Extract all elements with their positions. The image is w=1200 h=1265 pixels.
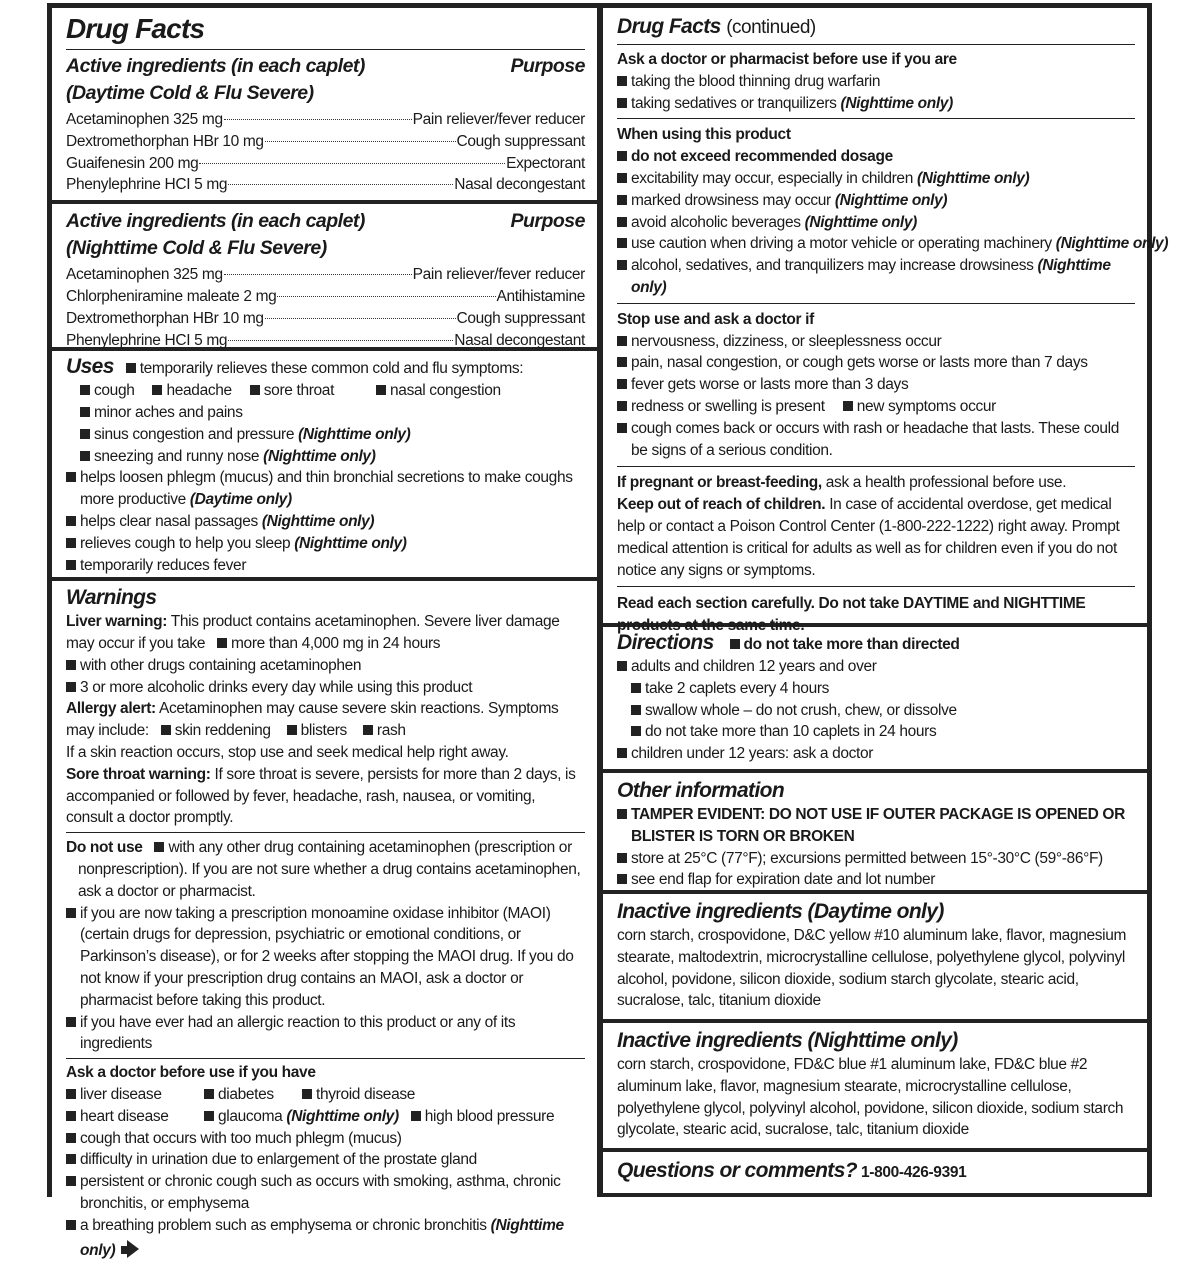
list-item: marked drowsiness may occur (Nighttime only) bbox=[617, 190, 1135, 212]
list-item: avoid alcoholic beverages (Nighttime only) bbox=[617, 212, 1135, 234]
ingredient-row: Dextromethorphan HBr 10 mg Cough suppressant bbox=[66, 132, 585, 150]
list-item: see end flap for expiration date and lot number bbox=[617, 869, 1135, 891]
arrow-right-icon bbox=[127, 1240, 139, 1258]
other-information-panel bbox=[603, 773, 1147, 890]
active-ingredients-label: Active ingredients (in each caplet) bbox=[66, 210, 365, 233]
list-item: store at 25°C (77°F); excursions permitted between 15°-30°C (59°-86°F) bbox=[617, 848, 1135, 870]
directions-panel bbox=[603, 627, 1147, 769]
ingredient-row: Dextromethorphan HBr 10 mg Cough suppressant bbox=[66, 309, 585, 327]
ingredient-row: Acetaminophen 325 mg Pain reliever/fever reducer bbox=[66, 266, 585, 284]
left-column bbox=[52, 8, 597, 1259]
list-item: if you are now taking a prescription monoamine oxidase inhibitor (MAOI) (certain drugs for depression, psychiatric or emotional conditions, or Parkinson’s disease), or for 2 weeks after stopping the MAOI drug. If you do not know if your prescription drug contains an MAOI, ask a doctor or pharmacist before taking this product. bbox=[66, 903, 585, 1012]
list-item: with other drugs containing acetaminophen bbox=[66, 655, 585, 677]
condition-row: heart disease glaucoma (Nighttime only) high blood pressure bbox=[66, 1106, 585, 1128]
questions-row bbox=[617, 1158, 1135, 1184]
list-item: if you have ever had an allergic reaction to this product or any of its ingredients bbox=[66, 1012, 585, 1056]
directions-header: Directions do not take more than directed bbox=[617, 631, 960, 654]
list-item: adults and children 12 years and over bbox=[617, 656, 1135, 678]
list-item: relieves cough to help you sleep (Nighttime only) bbox=[66, 533, 585, 555]
uses-panel bbox=[52, 351, 597, 577]
list-item: persistent or chronic cough such as occurs with smoking, asthma, chronic bronchitis, or emphysema bbox=[66, 1171, 585, 1215]
sore-throat-warning: Sore throat warning: If sore throat is severe, persists for more than 2 days, is accompanied or followed by fever, headache, rash, nausea, or vomiting, consult a doctor promptly. bbox=[66, 765, 576, 827]
inactive-daytime-text: corn starch, crospovidone, D&C yellow #10 aluminum lake, flavor, magnesium stearate, maltodextrin, microcrystalline cellulose, polyethylene glycol, polyvinyl alcohol, povidone, silicon dioxide, sodium starch glycolate, stearic acid, sucralose, talc, titanium dioxide bbox=[617, 927, 1127, 1010]
list-item: cough that occurs with too much phlegm (mucus) bbox=[66, 1128, 585, 1150]
inactive-nighttime-text: corn starch, crospovidone, FD&C blue #1 aluminum lake, FD&C blue #2 aluminum lake, flavor, magnesium stearate, microcrystalline cellulose, polyethylene glycol, polyvinyl alcohol, povidone, silicon dioxide, sodium starch glycolate, stearic acid, sucralose, talc, titanium dioxide bbox=[617, 1056, 1124, 1139]
list-item: do not exceed recommended dosage bbox=[617, 146, 1135, 168]
pregnant-warning: If pregnant or breast-feeding, ask a health professional before use. bbox=[617, 474, 1067, 492]
nighttime-subheader: (Nighttime Cold & Flu Severe) bbox=[66, 237, 327, 260]
drug-facts-title: Drug Facts bbox=[66, 13, 205, 44]
list-item: take 2 caplets every 4 hours bbox=[617, 678, 1135, 700]
ask-doctor-label: Ask a doctor before use if you have bbox=[66, 1064, 316, 1082]
do-not-use: Do not use with any other drug containing acetaminophen (prescription or nonprescription). If you are not sure whether a drug contains acetaminophen, ask a doctor or pharmacist. bbox=[66, 839, 581, 900]
list-item: children under 12 years: ask a doctor bbox=[617, 743, 1135, 765]
list-item: sneezing and runny nose (Nighttime only) bbox=[66, 446, 585, 468]
ingredient-row: Acetaminophen 325 mg Pain reliever/fever reducer bbox=[66, 111, 585, 128]
symptom-row: cough headache sore throat nasal congestion bbox=[66, 380, 585, 402]
other-information-title: Other information bbox=[617, 779, 785, 802]
condition-row: liver disease diabetes thyroid disease bbox=[66, 1084, 585, 1106]
active-ingredients-nighttime-panel bbox=[52, 204, 597, 347]
list-item: swallow whole – do not crush, chew, or dissolve bbox=[617, 700, 1135, 722]
ingredient-row: Phenylephrine HCI 5 mg Nasal decongestant bbox=[66, 176, 585, 194]
active-ingredients-header bbox=[66, 208, 585, 235]
drug-facts-continued-title: Drug Facts (continued) bbox=[617, 15, 816, 38]
keep-out-of-reach: Keep out of reach of children. In case of accidental overdose, get medical help or contact a Poison Control Center (1-800-222-1222) right away. Prompt medical attention is critical for adults as well as for children even if you do not notice any signs or symptoms. bbox=[617, 496, 1120, 579]
list-item: redness or swelling is present new symptoms occur bbox=[617, 396, 1135, 418]
inactive-nighttime-panel bbox=[603, 1023, 1147, 1148]
list-item: TAMPER EVIDENT: DO NOT USE IF OUTER PACKAGE IS OPENED OR BLISTER IS TORN OR BROKEN bbox=[617, 804, 1135, 848]
inactive-nighttime-title: Inactive ingredients (Nighttime only) bbox=[617, 1029, 958, 1052]
purpose-label: Purpose bbox=[510, 210, 585, 233]
when-using-label: When using this product bbox=[617, 126, 791, 144]
list-item: pain, nasal congestion, or cough gets worse or lasts more than 7 days bbox=[617, 352, 1135, 374]
list-item: taking the blood thinning drug warfarin bbox=[617, 71, 1135, 93]
list-item: cough comes back or occurs with rash or headache that lasts. These could be signs of a serious condition. bbox=[617, 418, 1135, 462]
uses-intro: Uses temporarily relieves these common cold and flu symptoms: bbox=[66, 355, 524, 379]
list-item: alcohol, sedatives, and tranquilizers may increase drowsiness (Nighttime only) bbox=[617, 255, 1135, 299]
list-item: a breathing problem such as emphysema or chronic bronchitis (Nighttime only) bbox=[66, 1215, 585, 1262]
ask-pharmacist-label: Ask a doctor or pharmacist before use if you are bbox=[617, 51, 957, 68]
daytime-subheader: (Daytime Cold & Flu Severe) bbox=[66, 82, 314, 104]
questions-label: Questions or comments? bbox=[617, 1159, 858, 1182]
list-item: do not take more than 10 caplets in 24 hours bbox=[617, 721, 1135, 743]
active-ingredients-header bbox=[66, 53, 585, 80]
active-ingredients-daytime-panel bbox=[52, 8, 597, 200]
list-item: temporarily reduces fever bbox=[66, 555, 585, 577]
right-column bbox=[603, 8, 1169, 1193]
list-item: difficulty in urination due to enlargement of the prostate gland bbox=[66, 1149, 585, 1171]
list-item: helps loosen phlegm (mucus) and thin bronchial secretions to make coughs more productive (Daytime only) bbox=[66, 467, 585, 511]
inactive-daytime-panel bbox=[603, 894, 1147, 1019]
purpose-label: Purpose bbox=[510, 55, 585, 77]
list-item: use caution when driving a motor vehicle or operating machinery (Nighttime only) bbox=[617, 233, 1135, 255]
warnings-title: Warnings bbox=[66, 586, 157, 610]
inactive-daytime-title: Inactive ingredients (Daytime only) bbox=[617, 900, 944, 923]
questions-phone: 1-800-426-9391 bbox=[860, 1164, 967, 1181]
directions-title: Directions bbox=[617, 631, 714, 654]
active-ingredients-label: Active ingredients (in each caplet) bbox=[66, 55, 365, 77]
list-item: excitability may occur, especially in children (Nighttime only) bbox=[617, 168, 1135, 190]
list-item: nervousness, dizziness, or sleeplessness occur bbox=[617, 331, 1135, 353]
read-carefully: Read each section carefully. Do not take DAYTIME and NIGHTTIME products at the same time. bbox=[617, 595, 1086, 635]
warnings-panel bbox=[52, 581, 597, 1265]
ingredient-row: Chlorpheniramine maleate 2 mg Antihistamine bbox=[66, 287, 585, 305]
list-item: sinus congestion and pressure (Nighttime only) bbox=[66, 424, 585, 446]
warnings-continued-panel bbox=[603, 8, 1169, 635]
ingredient-row: Guaifenesin 200 mg Expectorant bbox=[66, 154, 585, 172]
allergy-alert: Allergy alert: Acetaminophen may cause severe skin reactions. Symptoms may include: skin reddening blisters rash bbox=[66, 700, 559, 740]
list-item: taking sedatives or tranquilizers (Nighttime only) bbox=[617, 93, 1135, 115]
questions-panel bbox=[603, 1152, 1147, 1193]
stop-use-label: Stop use and ask a doctor if bbox=[617, 310, 814, 328]
list-item: 3 or more alcoholic drinks every day while using this product bbox=[66, 677, 585, 699]
list-item: fever gets worse or lasts more than 3 days bbox=[617, 374, 1135, 396]
allergy-after: If a skin reaction occurs, stop use and seek medical help right away. bbox=[66, 743, 509, 761]
uses-title: Uses bbox=[66, 355, 114, 379]
liver-warning: Liver warning: This product contains acetaminophen. Severe liver damage may occur if you take more than 4,000 mg in 24 hours bbox=[66, 613, 560, 652]
list-item: helps clear nasal passages (Nighttime only) bbox=[66, 511, 585, 533]
ingredient-row: Phenylephrine HCI 5 mg Nasal decongestant bbox=[66, 331, 585, 349]
list-item: minor aches and pains bbox=[66, 402, 585, 424]
